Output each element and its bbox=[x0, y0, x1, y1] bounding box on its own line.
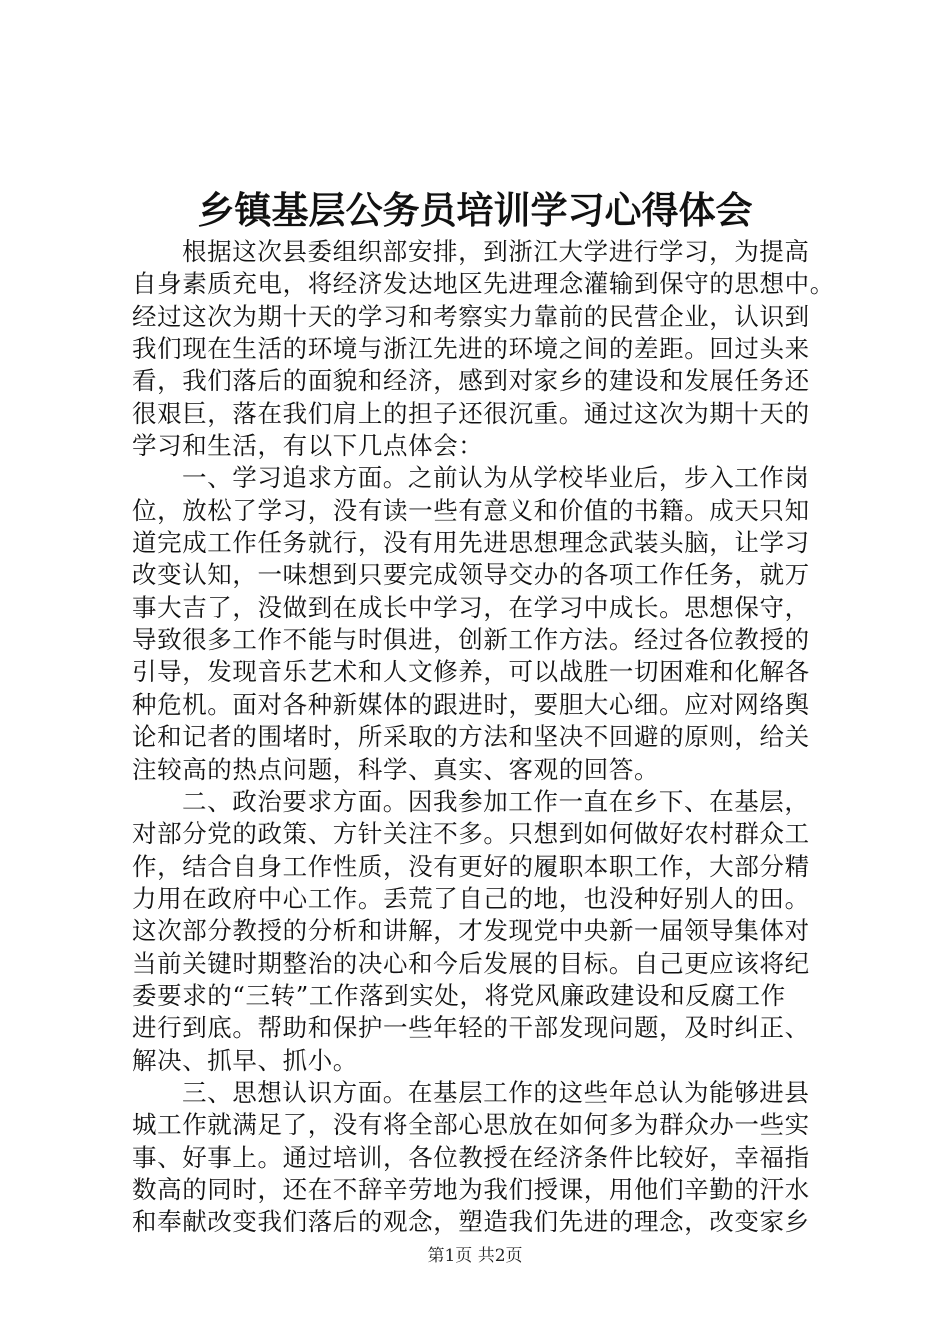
paragraph-line: 学习和生活，有以下几点体会： bbox=[132, 431, 484, 461]
paragraph-line: 我们现在生活的环境与浙江先进的环境之间的差距。回过头来 bbox=[132, 334, 810, 364]
paragraph-line: 力用在政府中心工作。丢荒了自己的地，也没种好别人的田。 bbox=[132, 883, 810, 913]
paragraph-line: 当前关键时期整治的决心和今后发展的目标。自己更应该将纪 bbox=[132, 948, 810, 978]
paragraph-line: 事大吉了，没做到在成长中学习，在学习中成长。思想保守， bbox=[132, 592, 810, 622]
paragraph-line: 注较高的热点问题，科学、真实、客观的回答。 bbox=[132, 754, 660, 784]
paragraph-line: 这次部分教授的分析和讲解，才发现党中央新一届领导集体对 bbox=[132, 916, 810, 946]
page-number: 第1页 共2页 bbox=[427, 1246, 523, 1266]
document-body bbox=[132, 236, 835, 1239]
paragraph-line: 很艰巨，落在我们肩上的担子还很沉重。通过这次为期十天的 bbox=[132, 398, 810, 428]
paragraph-line: 位，放松了学习，没有读一些有意义和价值的书籍。成天只知 bbox=[132, 495, 810, 525]
paragraph-line: 看，我们落后的面貌和经济，感到对家乡的建设和发展任务还 bbox=[132, 366, 810, 396]
paragraph-line: 经过这次为期十天的学习和考察实力靠前的民营企业，认识到 bbox=[132, 301, 810, 331]
paragraph-line: 城工作就满足了，没有将全部心思放在如何多为群众办一些实 bbox=[132, 1110, 810, 1140]
paragraph-line: 和奉献改变我们落后的观念，塑造我们先进的理念，改变家乡 bbox=[132, 1207, 810, 1237]
document-title: 乡镇基层公务员培训学习心得体会 bbox=[197, 189, 753, 232]
paragraph-line: 二、政治要求方面。因我参加工作一直在乡下、在基层， bbox=[182, 786, 810, 816]
paragraph-line: 改变认知，一味想到只要完成领导交办的各项工作任务，就万 bbox=[132, 560, 810, 590]
paragraph-line: 进行到底。帮助和保护一些年轻的干部发现问题，及时纠正、 bbox=[132, 1013, 810, 1043]
paragraph-line: 引导，发现音乐艺术和人文修养，可以战胜一切困难和化解各 bbox=[132, 657, 810, 687]
paragraph-line: 事、好事上。通过培训，各位教授在经济条件比较好，幸福指 bbox=[132, 1142, 810, 1172]
paragraph-line: 种危机。面对各种新媒体的跟进时，要胆大心细。应对网络舆 bbox=[132, 689, 810, 719]
paragraph-line: 对部分党的政策、方针关注不多。只想到如何做好农村群众工 bbox=[132, 819, 810, 849]
paragraph-line: 委要求的“三转”工作落到实处，将党风廉政建设和反腐工作 bbox=[132, 980, 786, 1010]
paragraph-line: 解决、抓早、抓小。 bbox=[132, 1045, 358, 1075]
paragraph-line: 三、思想认识方面。在基层工作的这些年总认为能够进县 bbox=[182, 1077, 810, 1107]
paragraph-line: 作，结合自身工作性质，没有更好的履职本职工作，大部分精 bbox=[132, 851, 810, 881]
paragraph-line: 道完成工作任务就行，没有用先进思想理念武装头脑，让学习 bbox=[132, 528, 810, 558]
paragraph-line: 数高的同时，还在不辞辛劳地为我们授课，用他们辛勤的汗水 bbox=[132, 1174, 810, 1204]
paragraph-line: 自身素质充电，将经济发达地区先进理念灌输到保守的思想中。 bbox=[132, 269, 835, 299]
paragraph-line: 导致很多工作不能与时俱进，创新工作方法。经过各位教授的 bbox=[132, 625, 810, 655]
paragraph-line: 根据这次县委组织部安排，到浙江大学进行学习，为提高 bbox=[182, 237, 810, 266]
paragraph-line: 论和记者的围堵时，所采取的方法和坚决不回避的原则，给关 bbox=[132, 722, 810, 752]
paragraph-line: 一、学习追求方面。之前认为从学校毕业后，步入工作岗 bbox=[182, 463, 810, 493]
